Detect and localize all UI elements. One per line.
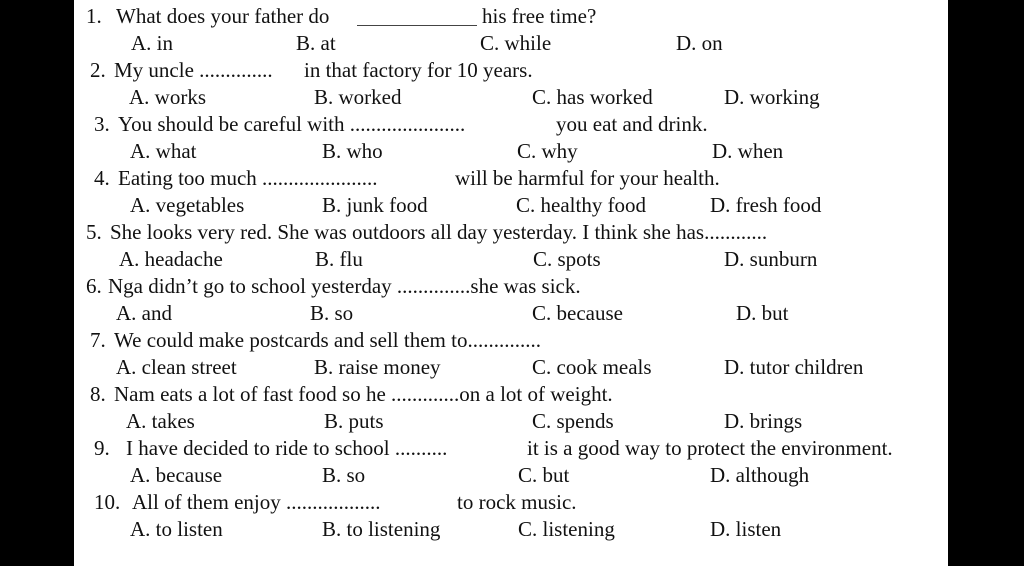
question-text-start: You should be careful with ...................... [118, 112, 466, 136]
options-2 [74, 84, 948, 111]
question-text-start: We could make postcards and sell them to.............. [114, 328, 541, 352]
question-10 [74, 489, 948, 516]
option-d: D. but [736, 301, 789, 325]
answer-blank [357, 25, 477, 26]
option-a: A. in [131, 31, 173, 55]
question-4 [74, 165, 948, 192]
worksheet [74, 0, 948, 566]
question-1 [74, 3, 948, 30]
option-a: A. headache [119, 247, 223, 271]
question-number: 8. [90, 382, 106, 406]
option-d: D. tutor children [724, 355, 864, 379]
question-number: 1. [86, 4, 102, 28]
option-a: A. what [130, 139, 197, 163]
question-3 [74, 111, 948, 138]
question-number: 2. [90, 58, 106, 82]
option-c: C. healthy food [516, 193, 647, 217]
question-text-start: I have decided to ride to school .......... [126, 436, 448, 460]
question-text-start: All of them enjoy .................. [132, 490, 381, 514]
question-number: 4. [94, 166, 110, 190]
options-7 [74, 354, 948, 381]
option-c: C. cook meals [532, 355, 652, 379]
option-a: A. works [129, 85, 206, 109]
question-number: 3. [94, 112, 110, 136]
option-a: A. vegetables [130, 193, 245, 217]
option-b: B. flu [315, 247, 363, 271]
options-5 [74, 246, 948, 273]
question-number: 5. [86, 220, 102, 244]
question-number: 6. [86, 274, 102, 298]
option-c: C. spends [532, 409, 614, 433]
option-a: A. because [130, 463, 223, 487]
option-c: C. listening [518, 517, 615, 541]
question-number: 7. [90, 328, 106, 352]
option-d: D. sunburn [724, 247, 818, 271]
option-d: D. when [712, 139, 784, 163]
option-d: D. fresh food [710, 193, 822, 217]
question-9 [74, 435, 948, 462]
option-b: B. so [310, 301, 354, 325]
question-number: 10. [94, 490, 121, 514]
option-b: B. who [322, 139, 383, 163]
option-b: B. so [322, 463, 366, 487]
question-number: 9. [94, 436, 110, 460]
option-c: C. but [518, 463, 570, 487]
options-10 [74, 516, 948, 543]
question-text-end: will be harmful for your health. [455, 166, 720, 190]
option-a: A. and [116, 301, 172, 325]
question-text-start: My uncle .............. [114, 58, 273, 82]
question-6 [74, 273, 948, 300]
question-text-end: in that factory for 10 years. [304, 58, 533, 82]
option-b: B. raise money [314, 355, 441, 379]
option-c: C. because [532, 301, 623, 325]
option-d: D. although [710, 463, 810, 487]
option-a: A. clean street [116, 355, 237, 379]
question-text-end: you eat and drink. [556, 112, 708, 136]
question-2 [74, 57, 948, 84]
option-d: D. listen [710, 517, 782, 541]
option-d: D. working [724, 85, 820, 109]
option-b: B. worked [314, 85, 402, 109]
options-1 [74, 30, 948, 57]
question-text-start: Eating too much ...................... [118, 166, 378, 190]
question-text-start: Nam eats a lot of fast food so he .............on a lot of weight. [114, 382, 613, 406]
question-text-start: What does your father do [116, 4, 330, 28]
option-b: B. junk food [322, 193, 428, 217]
options-4 [74, 192, 948, 219]
question-text-end: to rock music. [457, 490, 577, 514]
option-c: C. while [480, 31, 552, 55]
option-a: A. to listen [130, 517, 223, 541]
option-d: D. brings [724, 409, 803, 433]
question-text-end: it is a good way to protect the environment. [527, 436, 893, 460]
option-c: C. why [517, 139, 578, 163]
option-b: B. to listening [322, 517, 441, 541]
options-3 [74, 138, 948, 165]
question-text-end: his free time? [482, 4, 597, 28]
question-text-start: Nga didn’t go to school yesterday ..............she was sick. [108, 274, 581, 298]
options-6 [74, 300, 948, 327]
question-5 [74, 219, 948, 246]
option-c: C. has worked [532, 85, 653, 109]
options-9 [74, 462, 948, 489]
question-7 [74, 327, 948, 354]
option-d: D. on [676, 31, 723, 55]
option-a: A. takes [126, 409, 195, 433]
question-text-start: She looks very red. She was outdoors all day yesterday. I think she has............ [110, 220, 768, 244]
option-b: B. puts [324, 409, 384, 433]
option-b: B. at [296, 31, 336, 55]
question-8 [74, 381, 948, 408]
option-c: C. spots [533, 247, 601, 271]
options-8 [74, 408, 948, 435]
